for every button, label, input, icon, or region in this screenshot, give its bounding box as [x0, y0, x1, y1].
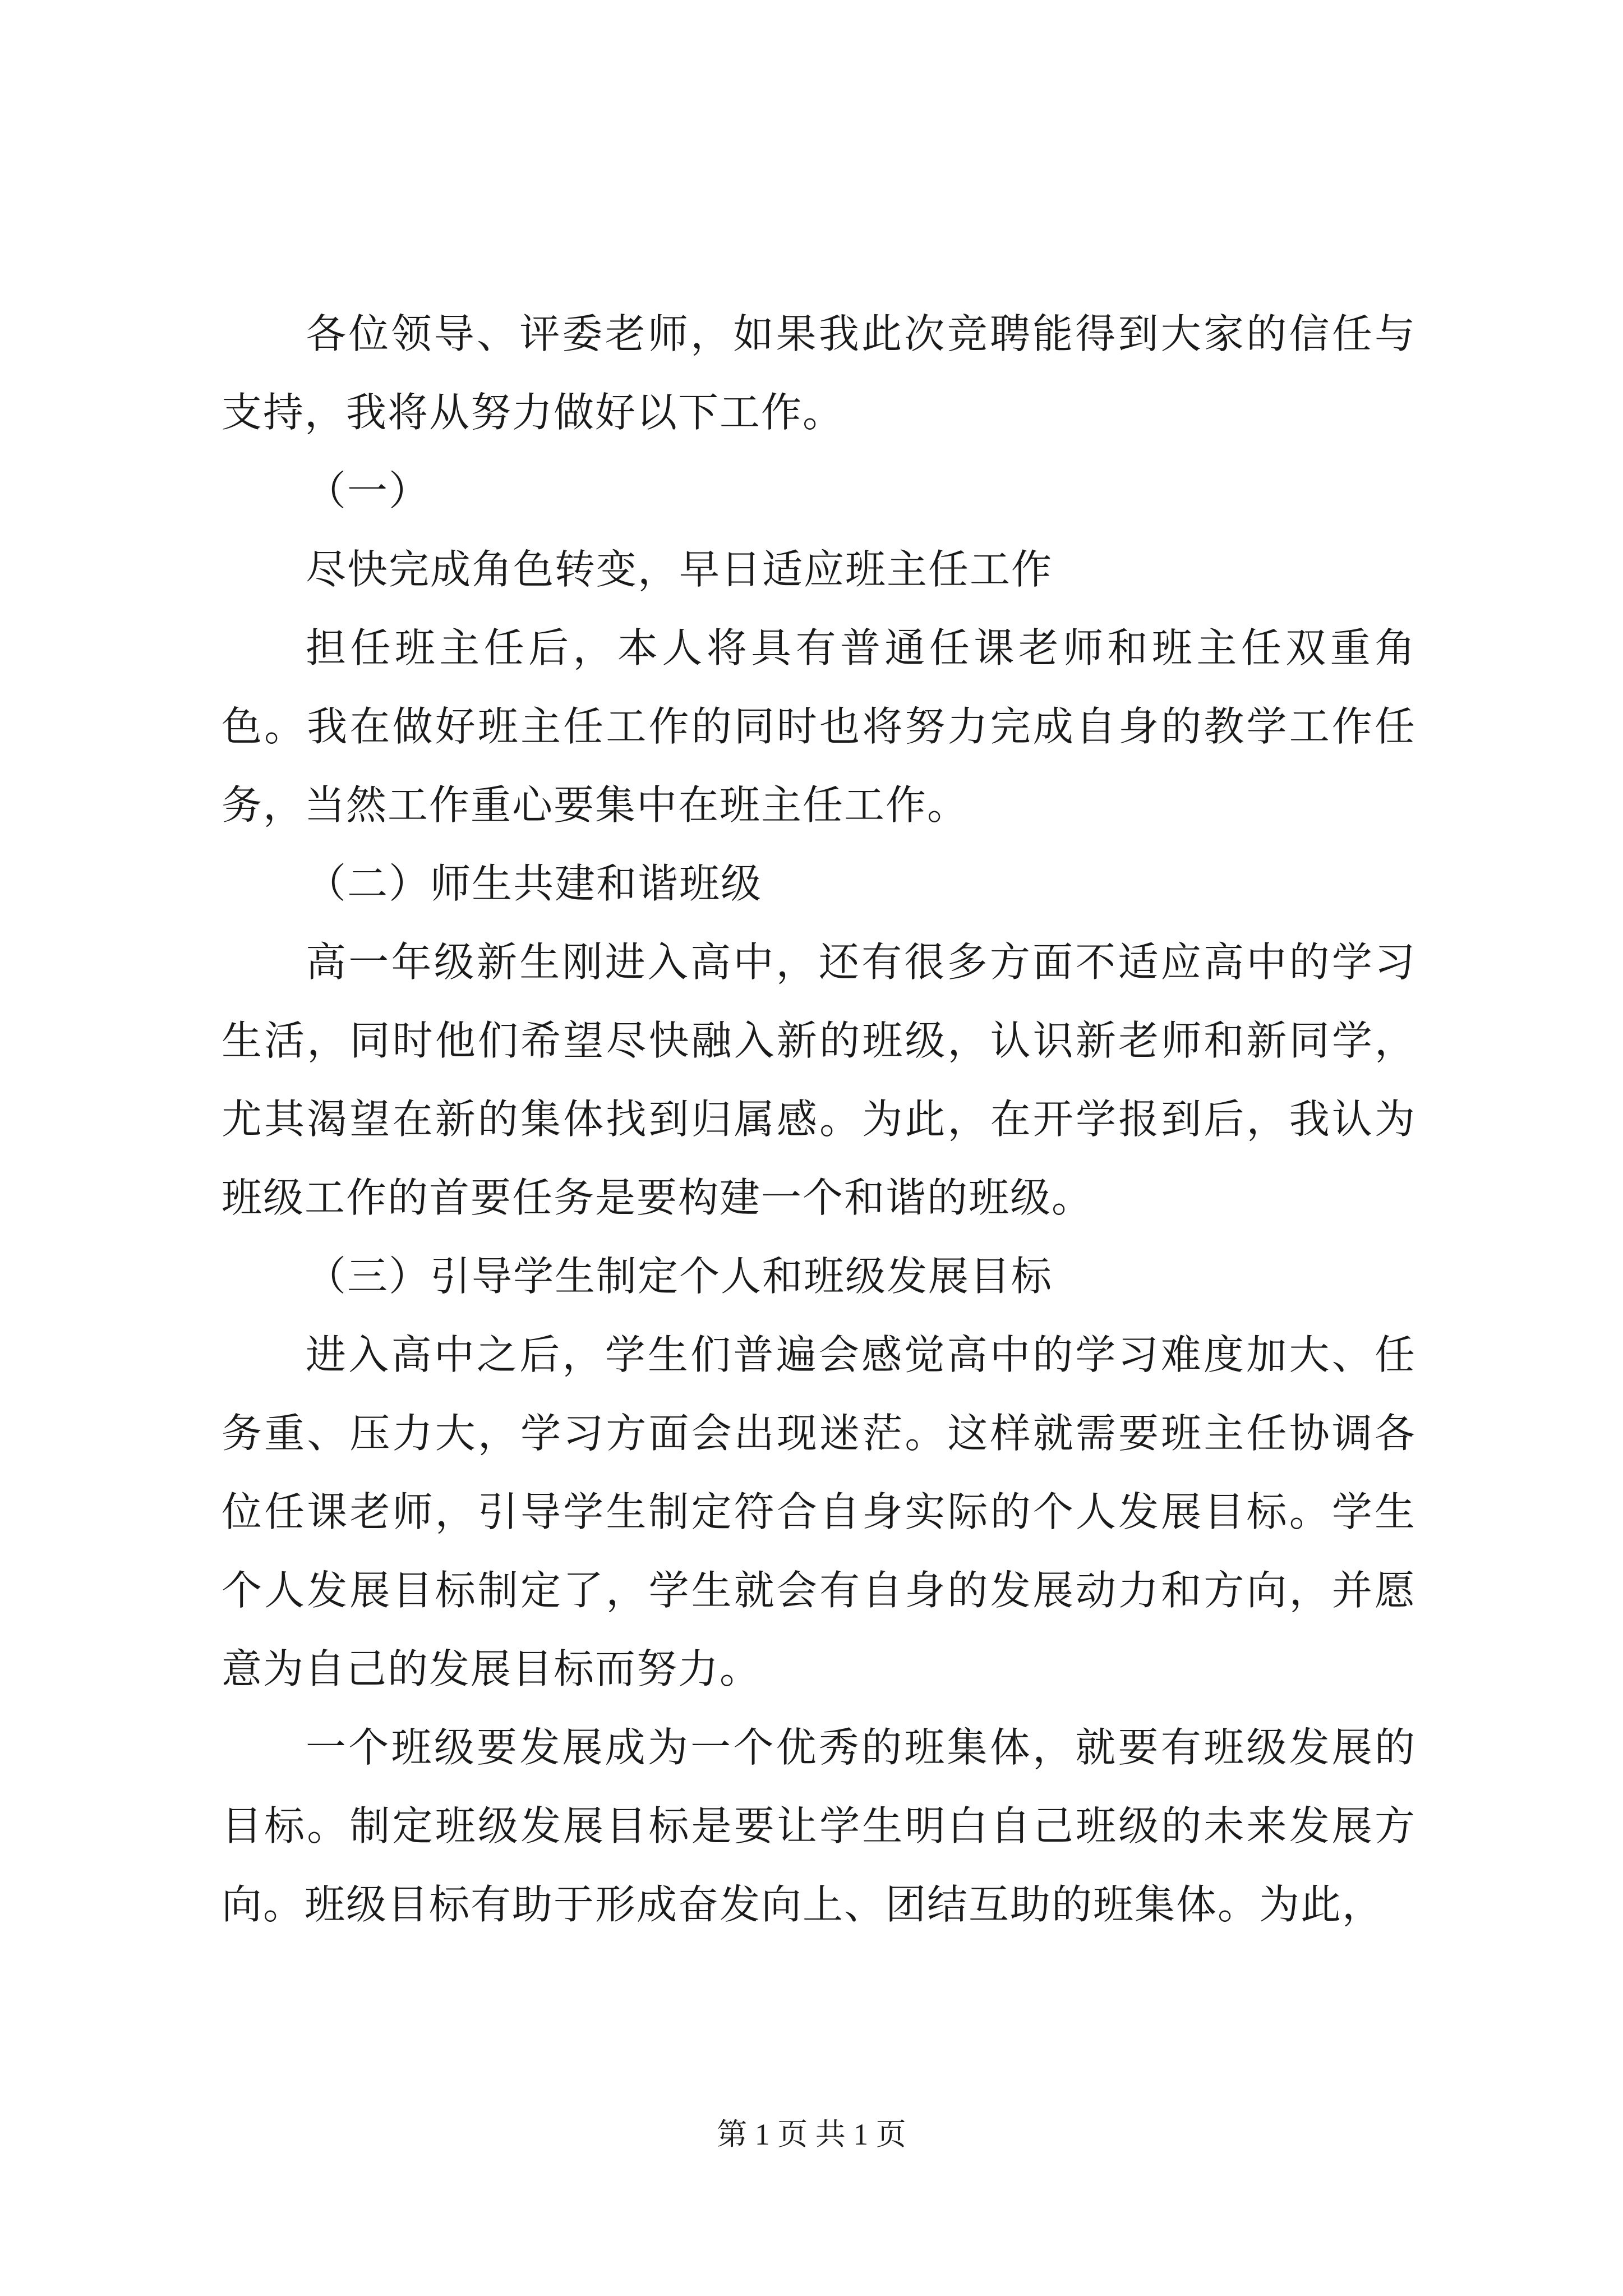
document-body [222, 295, 1416, 1944]
section-heading-1-number: （一） [306, 467, 431, 514]
section-heading-3: （三）引导学生制定个人和班级发展目标 [306, 1253, 1053, 1300]
paragraph-class-goals: 一个班级要发展成为一个优秀的班集体，就要有班级发展的目标。制定班级发展目标是要让学生明白自己班级的未来发展方向。班级目标有助于形成奋发向上、团结互助的班集体。为此， [222, 1724, 1416, 1928]
section-heading-2: （二）师生共建和谐班级 [306, 860, 763, 907]
paragraph-intro: 各位领导、评委老师，如果我此次竞聘能得到大家的信任与支持，我将从努力做好以下工作。 [222, 310, 1416, 436]
section-heading-1-title: 尽快完成角色转变，早日适应班主任工作 [306, 546, 1053, 593]
paragraph-role-change: 担任班主任后，本人将具有普通任课老师和班主任双重角色。我在做好班主任工作的同时也将努力完成自身的教学工作任务，当然工作重心要集中在班主任工作。 [222, 624, 1416, 829]
page-number-footer: 第 1 页 共 1 页 [717, 2118, 906, 2151]
paragraph-personal-goals: 进入高中之后，学生们普遍会感觉高中的学习难度加大、任务重、压力大，学习方面会出现迷茫。这样就需要班主任协调各位任课老师，引导学生制定符合自身实际的个人发展目标。学生个人发展目标制定了，学生就会有自身的发展动力和方向，并愿意为自己的发展目标而努力。 [222, 1331, 1416, 1692]
paragraph-harmonious-class: 高一年级新生刚进入高中，还有很多方面不适应高中的学习生活，同时他们希望尽快融入新的班级，认识新老师和新同学，尤其渴望在新的集体找到归属感。为此，在开学报到后，我认为班级工作的首要任务是要构建一个和谐的班级。 [222, 938, 1416, 1221]
